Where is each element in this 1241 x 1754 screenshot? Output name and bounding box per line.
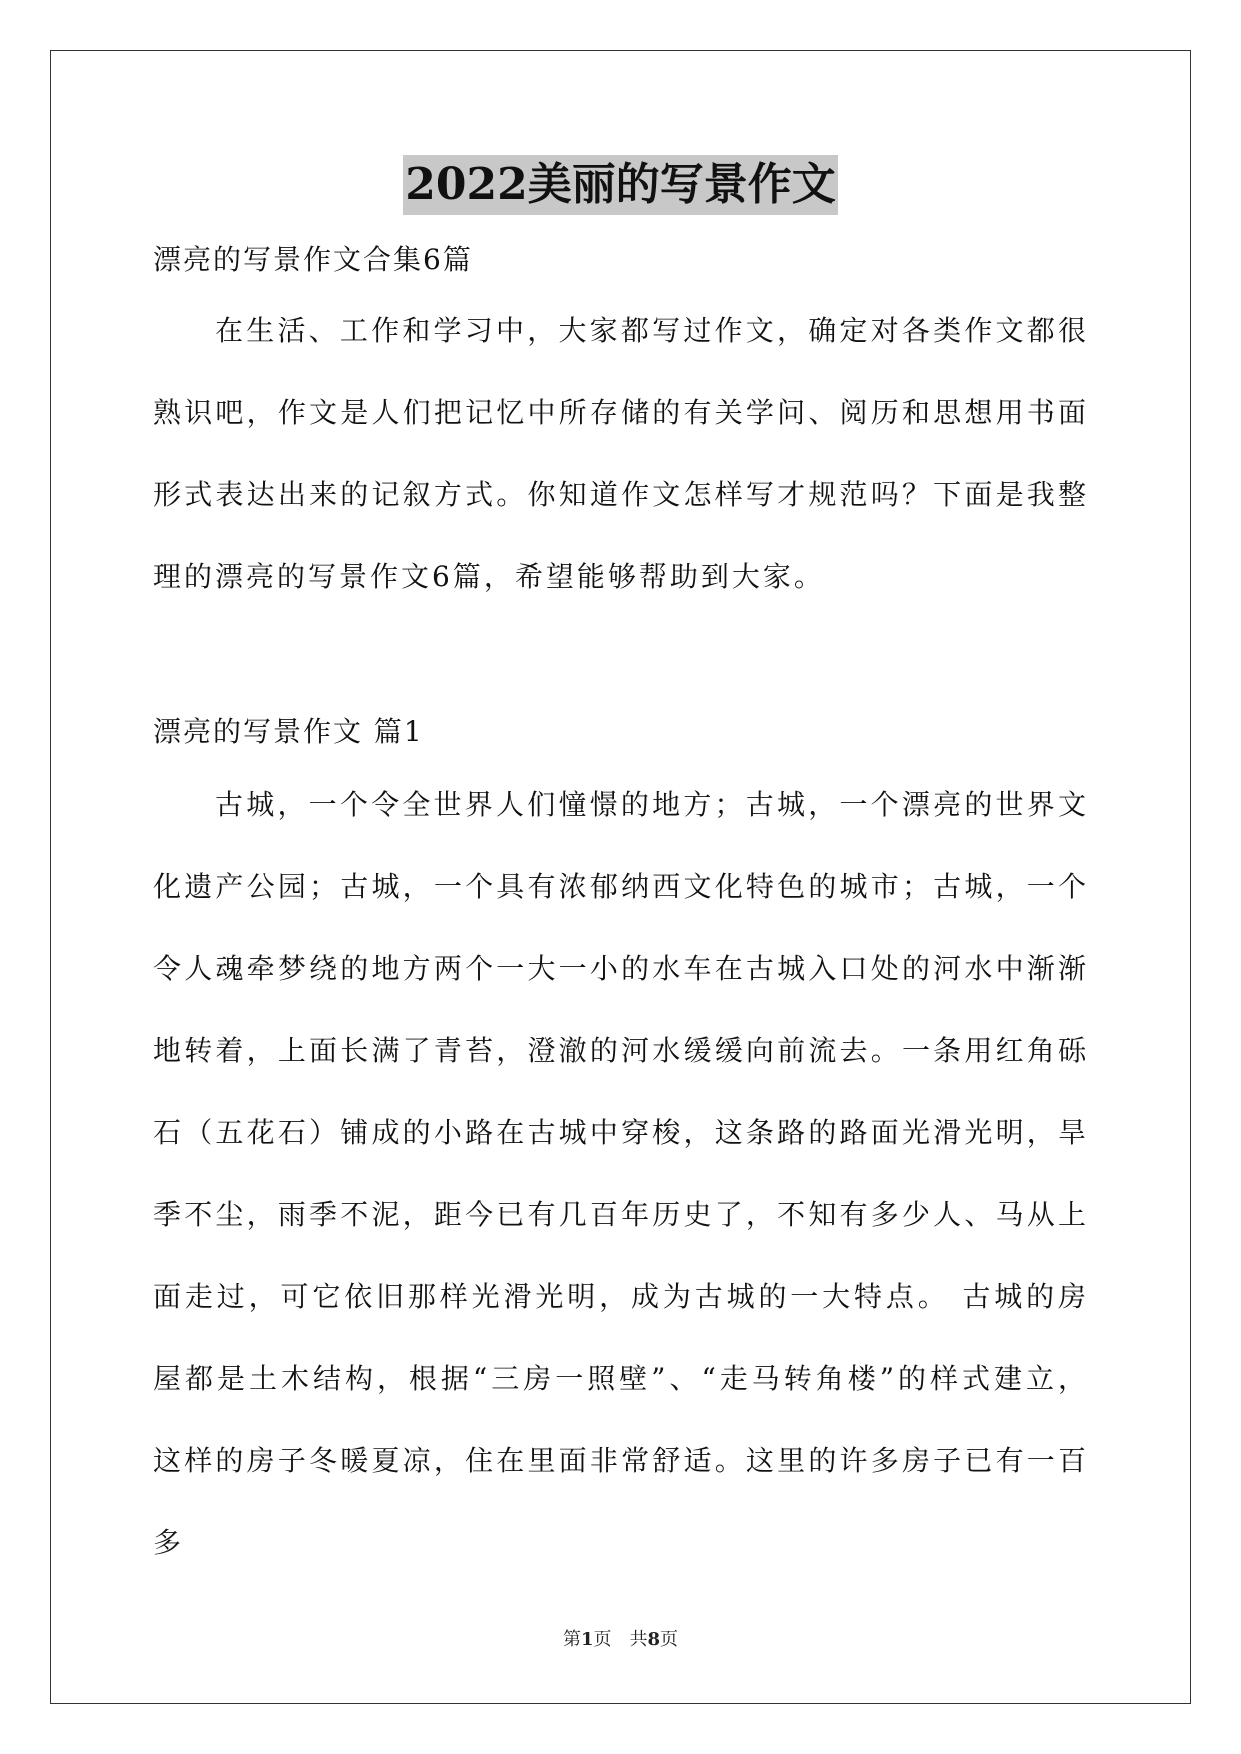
footer-prefix: 第 xyxy=(562,1629,581,1650)
section-heading: 漂亮的写景作文 篇1 xyxy=(153,715,424,748)
title-wrap xyxy=(0,155,1241,215)
section-body-block xyxy=(153,764,1089,1584)
document-subtitle: 漂亮的写景作文合集6篇 xyxy=(153,243,473,276)
footer-mid: 页 共 xyxy=(593,1629,648,1650)
intro-block xyxy=(153,290,1089,618)
page-footer xyxy=(0,1628,1241,1652)
footer-total-pages: 8 xyxy=(647,1629,661,1650)
document-title: 2022美丽的写景作文 xyxy=(403,155,837,215)
intro-paragraph: 在生活、工作和学习中，大家都写过作文，确定对各类作文都很熟识吧，作文是人们把记忆中所存储的有关学问、阅历和思想用书面形式表达出来的记叙方式。你知道作文怎样写才规范吗？下面是我整理的漂亮的写景作文6篇，希望能够帮助到大家。 xyxy=(153,314,1089,593)
section-body-paragraph: 古城，一个令全世界人们憧憬的地方；古城，一个漂亮的世界文化遗产公园；古城，一个具有浓郁纳西文化特色的城市；古城，一个令人魂牵梦绕的地方两个一大一小的水车在古城入口处的河水中渐渐地转着，上面长满了青苔，澄澈的河水缓缓向前流去。一条用红角砾石（五花石）铺成的小路在古城中穿梭，这条路的路面光滑光明，旱季不尘，雨季不泥，距今已有几百年历史了，不知有多少人、马从上面走过，可它依旧那样光滑光明，成为古城的一大特点。 古城的房屋都是土木结构，根据“三房一照壁”、“走马转角楼”的样式建立，这样的房子冬暖夏凉，住在里面非常舒适。这里的许多房子已有一百多 xyxy=(153,788,1089,1559)
footer-current-page: 1 xyxy=(580,1629,594,1650)
footer-suffix: 页 xyxy=(660,1629,679,1650)
